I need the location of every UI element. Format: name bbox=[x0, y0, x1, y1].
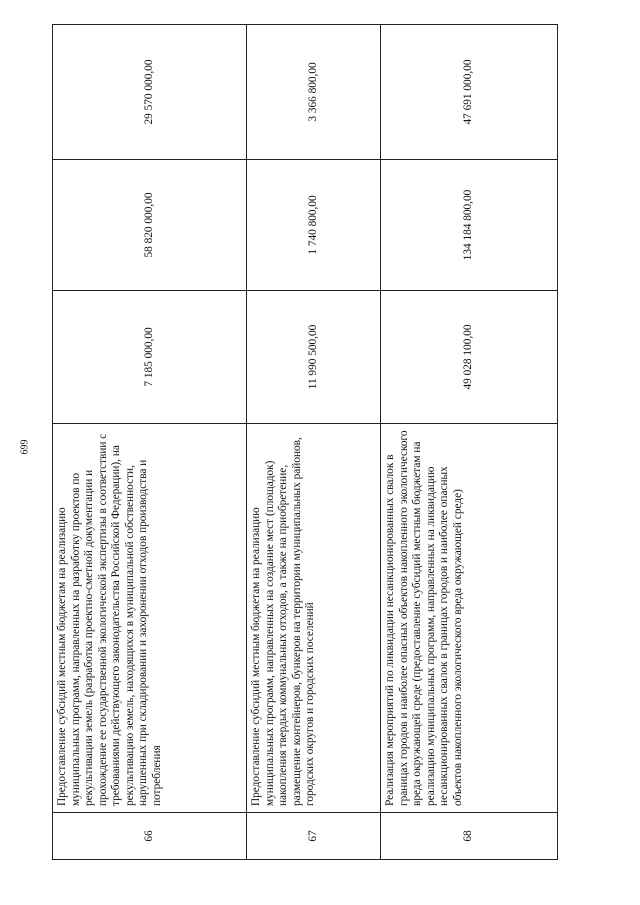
row-value-1: 11 990 500,00 bbox=[247, 291, 381, 424]
rotated-table-wrapper bbox=[52, 40, 557, 860]
row-value-3: 47 691 000,00 bbox=[381, 25, 558, 160]
row-value-2: 58 820 000,00 bbox=[53, 160, 247, 291]
row-value-2: 134 184 800,00 bbox=[381, 160, 558, 291]
row-value-3: 3 366 800,00 bbox=[247, 25, 381, 160]
row-number: 68 bbox=[381, 813, 558, 860]
page-number: 699 bbox=[19, 439, 31, 455]
row-number: 67 bbox=[247, 813, 381, 860]
row-description: Реализация мероприятий по ликвидации несанкционированных свалок в границах городов и наиболее опасных объектов накопленного экологического вреда окружающей среде (предоставление субсидий местным бюджетам на реализацию муниципальных программ, направленных на ликвидацию несанкционированных свалок в границах городов и наиболее опасных объектов накопленного экологического вреда окружающей среде) bbox=[381, 424, 558, 813]
row-number: 66 bbox=[53, 813, 247, 860]
row-value-3: 29 570 000,00 bbox=[53, 25, 247, 160]
row-value-2: 1 740 800,00 bbox=[247, 160, 381, 291]
budget-table bbox=[52, 24, 558, 860]
row-description: Предоставление субсидий местным бюджетам на реализацию муниципальных программ, направленных на создание мест (площадок) накопления твердых коммунальных отходов, а также на приобретение, размещение контейнеров, бункеров на территории муниципальных районов, городских округов и городских поселений bbox=[247, 424, 381, 813]
table-row bbox=[53, 25, 247, 860]
row-value-1: 7 185 000,00 bbox=[53, 291, 247, 424]
table-row bbox=[247, 25, 381, 860]
row-value-1: 49 028 100,00 bbox=[381, 291, 558, 424]
row-description: Предоставление субсидий местным бюджетам на реализацию муниципальных программ, направленных на разработку проектов по рекультивации земель (разработка проектно-сметной документации и прохождение ее государственной экологической экспертизы в соответствии с требованиями действующего законодательства Российской Федерации), на рекультивацию земель, находящихся в муниципальной собственности, нарушенных при складировании и захоронении отходов производства и потребления bbox=[53, 424, 247, 813]
table-row bbox=[381, 25, 558, 860]
